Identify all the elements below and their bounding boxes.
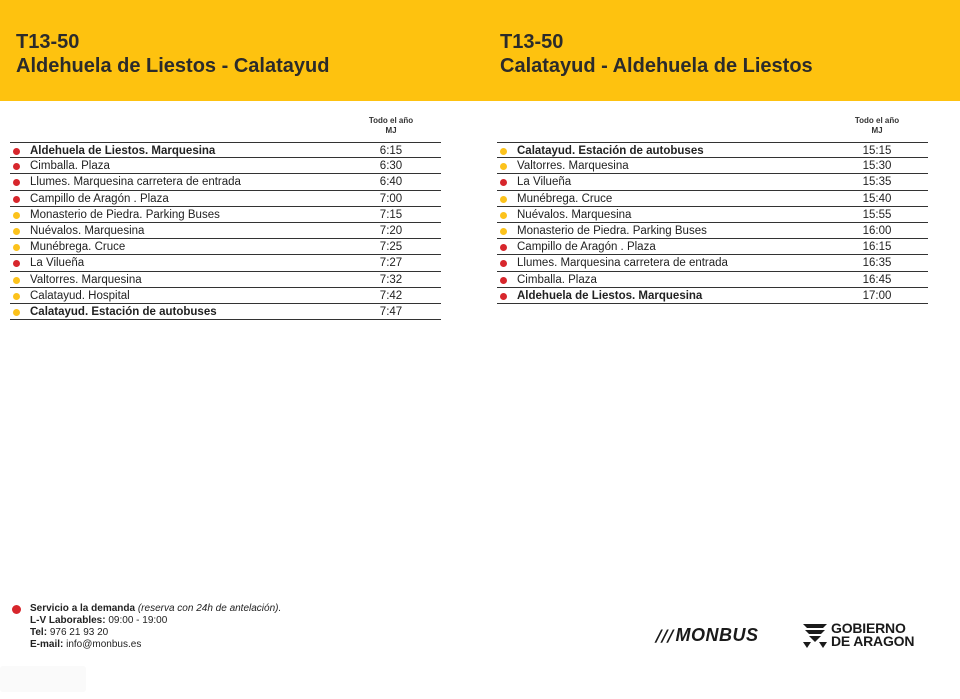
stop-name: Monasterio de Piedra. Parking Buses — [30, 208, 220, 221]
departure-time: 6:15 — [379, 145, 403, 157]
table-row — [497, 288, 928, 304]
on-demand-dot-icon — [13, 260, 20, 267]
on-demand-dot-icon — [12, 605, 21, 614]
on-demand-dot-icon — [13, 179, 20, 186]
route-header-outbound — [16, 30, 329, 78]
aragon-line1: GOBIERNO — [831, 620, 906, 636]
departure-time: 7:32 — [379, 273, 403, 286]
faint-overlay — [0, 666, 86, 692]
legend-email-line — [30, 639, 360, 651]
regular-stop-dot-icon — [13, 309, 20, 316]
legend-tel-line — [30, 627, 360, 639]
departure-time: 6:40 — [379, 176, 403, 189]
table-row — [10, 158, 441, 174]
stop-name: La Vilueña — [517, 176, 572, 189]
stop-name: Calatayud. Estación de autobuses — [517, 145, 704, 157]
route-name: Calatayud - Aldehuela de Liestos — [500, 55, 813, 77]
stop-name: Calatayud. Hospital — [30, 289, 130, 302]
regular-stop-dot-icon — [500, 148, 507, 155]
table-row — [497, 255, 928, 271]
regular-stop-dot-icon — [500, 196, 507, 203]
service-label: Servicio a la demanda — [30, 603, 136, 614]
table-row — [497, 174, 928, 190]
monbus-wordmark: MONBUS — [675, 624, 759, 645]
departure-time: 16:15 — [862, 241, 892, 254]
service-note: (reserva con 24h de antelación). — [137, 603, 282, 614]
regular-stop-dot-icon — [500, 163, 507, 170]
departure-time: 16:45 — [862, 273, 892, 286]
departure-time: 16:35 — [862, 257, 892, 270]
stop-name: Cimballa. Plaza — [30, 160, 110, 173]
table-row — [10, 255, 441, 271]
legend-service-line — [30, 603, 360, 615]
table-row — [10, 191, 441, 207]
monbus-stripes-icon: /// — [656, 625, 674, 645]
regular-stop-dot-icon — [13, 293, 20, 300]
stop-name: Aldehuela de Liestos. Marquesina — [30, 145, 216, 157]
gobierno-aragon-logo — [803, 622, 914, 648]
regular-stop-dot-icon — [500, 228, 507, 235]
stop-name: La Vilueña — [30, 257, 85, 270]
departure-time: 7:42 — [379, 289, 403, 302]
table-row — [10, 304, 441, 320]
departure-time: 15:30 — [862, 160, 892, 173]
table-row — [497, 142, 928, 158]
table-row — [497, 191, 928, 207]
table-row — [497, 272, 928, 288]
table-row — [497, 239, 928, 255]
timetable-rows — [10, 142, 441, 320]
column-header: Todo el año MJ — [854, 116, 900, 135]
regular-stop-dot-icon — [500, 212, 507, 219]
stop-name: Valtorres. Marquesina — [30, 273, 142, 286]
route-header-return — [500, 30, 813, 78]
email-label: E-mail: — [30, 639, 64, 650]
departure-time: 7:25 — [379, 241, 403, 254]
on-demand-dot-icon — [500, 179, 507, 186]
departure-time: 7:00 — [379, 192, 403, 205]
departure-time: 15:35 — [862, 176, 892, 189]
aragon-emblem-icon — [803, 622, 827, 648]
stop-name: Calatayud. Estación de autobuses — [30, 305, 217, 318]
stop-name: Munébrega. Cruce — [517, 192, 613, 205]
stop-name: Aldehuela de Liestos. Marquesina — [517, 289, 703, 302]
route-name: Aldehuela de Liestos - Calatayud — [16, 55, 330, 77]
route-code: T13-50 — [500, 31, 564, 53]
tel-label: Tel: — [30, 627, 48, 638]
departure-time: 15:40 — [862, 192, 892, 205]
on-demand-dot-icon — [13, 196, 20, 203]
on-demand-dot-icon — [500, 293, 507, 300]
table-row — [10, 207, 441, 223]
stop-name: Campillo de Aragón . Plaza — [30, 192, 169, 205]
monbus-logo — [656, 624, 759, 646]
email-value: info@monbus.es — [66, 639, 142, 650]
departure-time: 6:30 — [379, 160, 403, 173]
table-row — [10, 239, 441, 255]
aragon-line2: DE ARAGON — [831, 633, 915, 649]
regular-stop-dot-icon — [13, 228, 20, 235]
on-demand-dot-icon — [500, 277, 507, 284]
stop-name: Campillo de Aragón . Plaza — [517, 241, 656, 254]
departure-time: 7:20 — [379, 224, 403, 237]
stop-name: Monasterio de Piedra. Parking Buses — [517, 224, 707, 237]
regular-stop-dot-icon — [13, 277, 20, 284]
timetable-rows — [497, 142, 928, 304]
departure-time: 7:15 — [379, 208, 403, 221]
legend-hours-line — [30, 615, 360, 627]
stop-name: Munébrega. Cruce — [30, 241, 126, 254]
table-row — [10, 272, 441, 288]
departure-time: 15:15 — [862, 145, 892, 157]
stop-name: Llumes. Marquesina carretera de entrada — [30, 176, 241, 189]
departure-time: 15:55 — [862, 208, 892, 221]
departure-time: 7:47 — [379, 305, 403, 318]
route-code: T13-50 — [16, 31, 80, 53]
regular-stop-dot-icon — [13, 244, 20, 251]
departure-time: 16:00 — [862, 224, 892, 237]
stop-name: Cimballa. Plaza — [517, 273, 597, 286]
stop-name: Nuévalos. Marquesina — [517, 208, 632, 221]
on-demand-dot-icon — [13, 148, 20, 155]
on-demand-dot-icon — [13, 163, 20, 170]
column-header: Todo el año MJ — [368, 116, 414, 135]
departure-time: 7:27 — [379, 257, 403, 270]
table-row — [10, 223, 441, 239]
departure-time: 17:00 — [862, 289, 892, 302]
regular-stop-dot-icon — [13, 212, 20, 219]
table-row — [10, 174, 441, 190]
table-row — [497, 207, 928, 223]
table-row — [497, 223, 928, 239]
table-row — [10, 142, 441, 158]
hours-value: 09:00 - 19:00 — [108, 615, 168, 626]
stop-name: Valtorres. Marquesina — [517, 160, 629, 173]
hours-label: L-V Laborables: — [30, 615, 106, 626]
tel-value: 976 21 93 20 — [49, 627, 109, 638]
table-row — [10, 288, 441, 304]
stop-name: Nuévalos. Marquesina — [30, 224, 145, 237]
table-row — [497, 158, 928, 174]
on-demand-dot-icon — [500, 260, 507, 267]
on-demand-dot-icon — [500, 244, 507, 251]
stop-name: Llumes. Marquesina carretera de entrada — [517, 257, 728, 270]
